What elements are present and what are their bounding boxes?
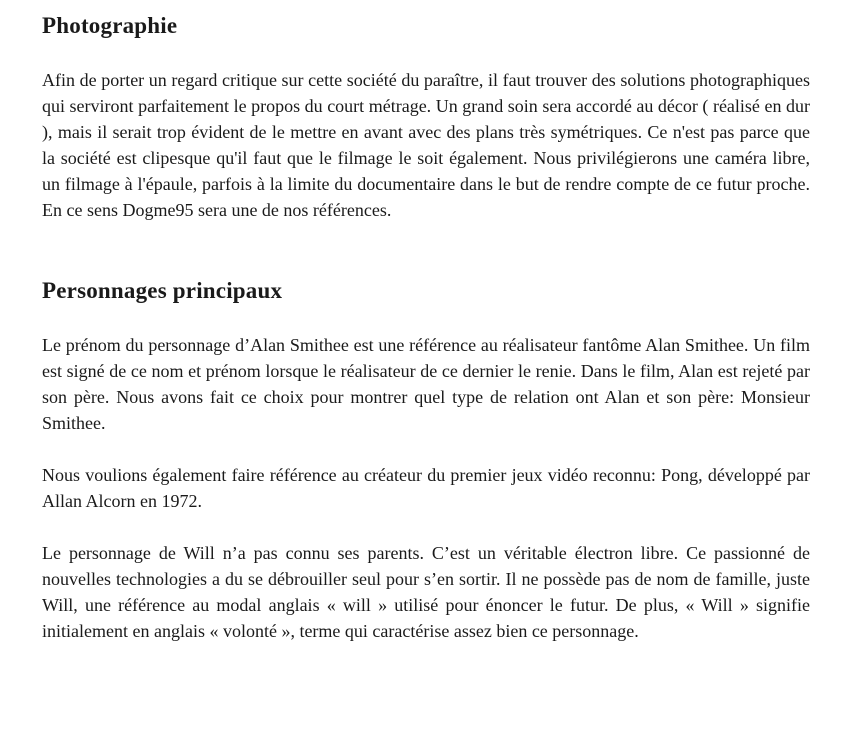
- paragraph: Nous voulions également faire référence au créateur du premier jeux vidéo reconnu: Pong, développé par Allan Alcorn en 1972.: [42, 465, 810, 511]
- section-heading-photographie: Photographie: [42, 13, 178, 38]
- section-personnages-principaux: [42, 277, 810, 644]
- paragraph: Le personnage de Will n’a pas connu ses parents. C’est un véritable électron libre. Ce passionné de nouvelles technologies a du se débrouiller seul pour s’en sortir. Il ne possède pas de nom de famille, juste Will, une référence au modal anglais « will » utilisé pour énoncer le futur. De plus, « Will » signifie initialement en anglais « volonté », terme qui caractérise assez bien ce personnage.: [42, 543, 810, 641]
- section-heading-personnages-principaux: Personnages principaux: [42, 278, 283, 303]
- paragraph: Afin de porter un regard critique sur cette société du paraître, il faut trouver des solutions photographiques qui serviront parfaitement le propos du court métrage. Un grand soin sera accordé au décor ( réalisé en dur ), mais il serait trop évident de le mettre en avant avec des plans très symétriques. Ce n'est pas parce que la société est clipesque qu'il faut que le filmage le soit également. Nous privilégierons une caméra libre, un filmage à l'épaule, parfois à la limite du documentaire dans le but de rendre compte de ce futur proche. En ce sens Dogme95 sera une de nos références.: [42, 70, 810, 220]
- paragraph: Le prénom du personnage d’Alan Smithee est une référence au réalisateur fantôme Alan Smithee. Un film est signé de ce nom et prénom lorsque le réalisateur de ce dernier le renie. Dans le film, Alan est rejeté par son père. Nous avons fait ce choix pour montrer quel type de relation ont Alan et son père: Monsieur Smithee.: [42, 335, 810, 433]
- section-photographie: [42, 12, 810, 223]
